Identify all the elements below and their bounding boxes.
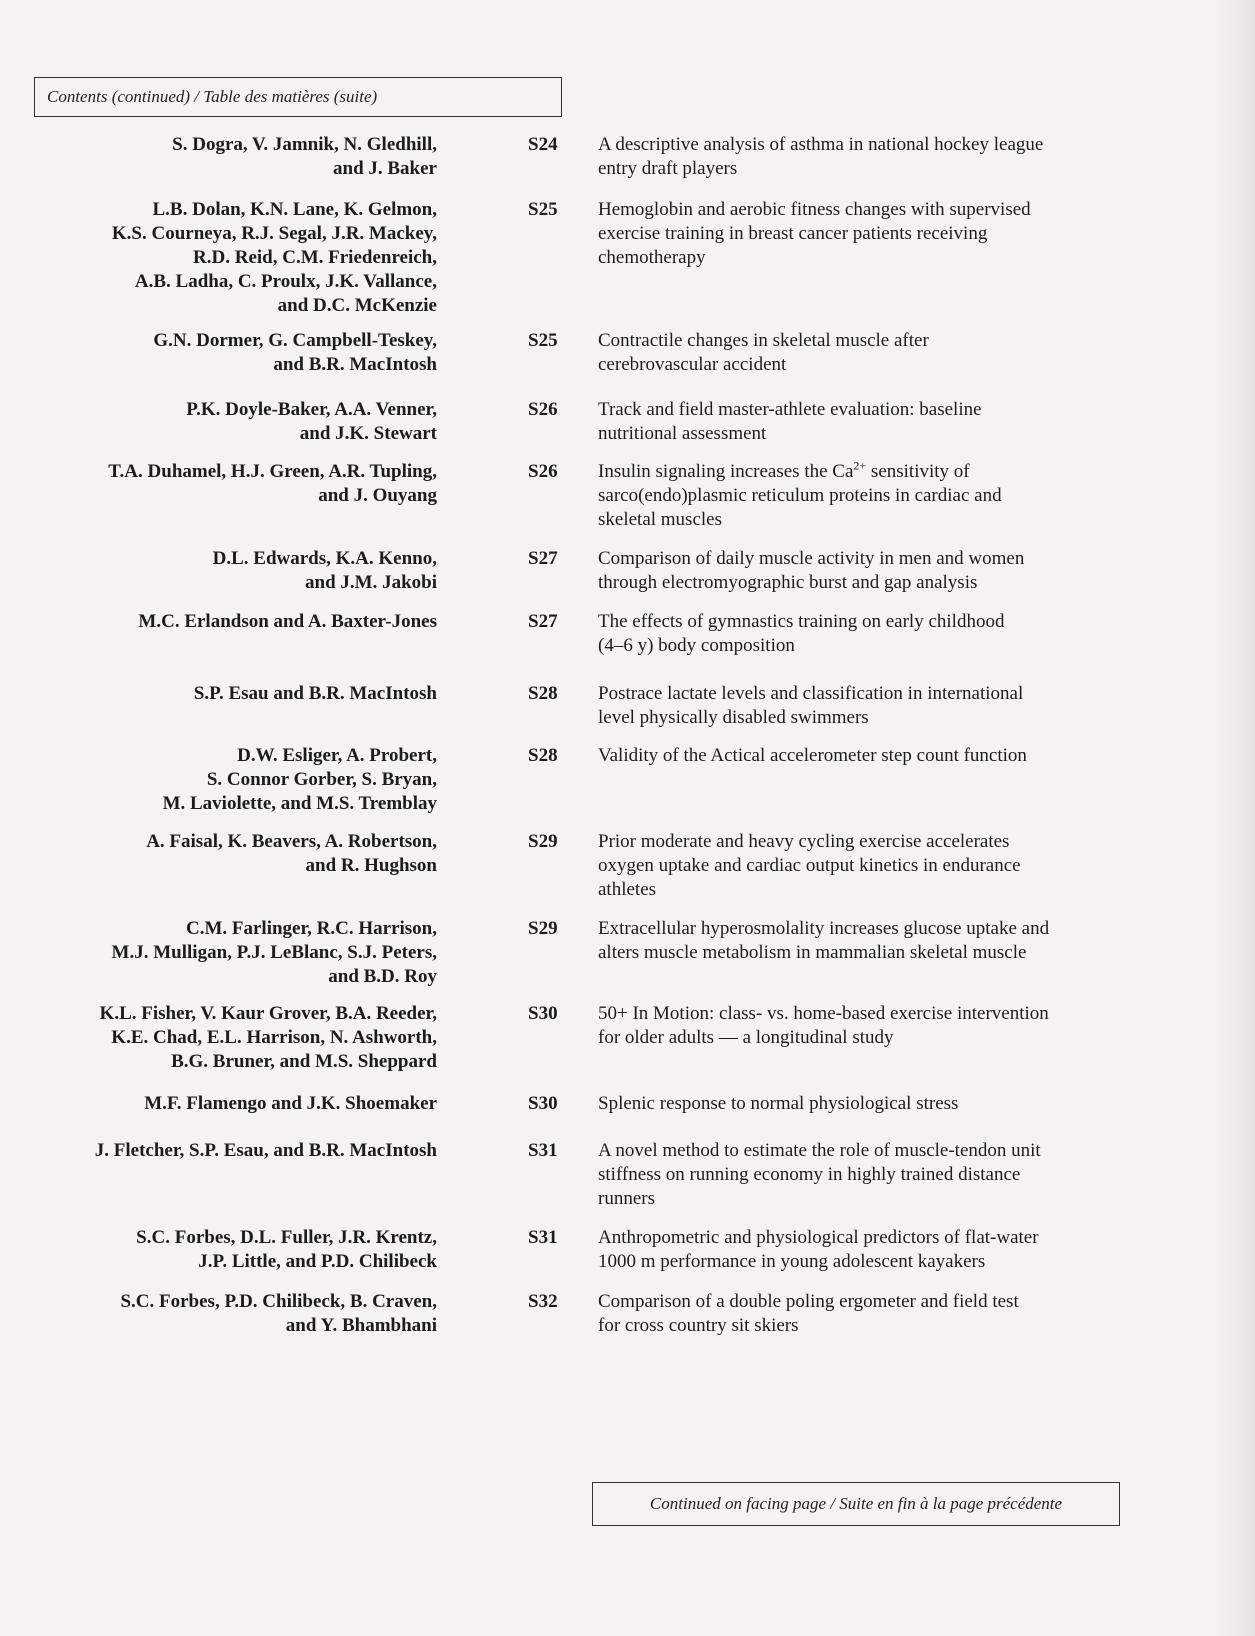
author-line: K.S. Courneya, R.J. Segal, J.R. Mackey, <box>111 223 437 244</box>
author-line: and J. Ouyang <box>318 485 437 506</box>
title-line: Validity of the Actical accelerometer step count function <box>598 745 1027 766</box>
author-line: and B.D. Roy <box>328 966 437 987</box>
entry-authors <box>0 133 437 181</box>
title-line: Postrace lactate levels and classification in international <box>598 683 1024 704</box>
author-line: M. Laviolette, and M.S. Tremblay <box>162 793 437 814</box>
author-line: and Y. Bhambhani <box>285 1315 437 1336</box>
entry-authors <box>0 460 437 508</box>
author-line: M.F. Flamengo and J.K. Shoemaker <box>144 1093 437 1114</box>
author-line: and D.C. McKenzie <box>277 295 437 316</box>
author-line: A. Faisal, K. Beavers, A. Robertson, <box>146 831 437 852</box>
title-line: Contractile changes in skeletal muscle after <box>598 330 929 351</box>
title-line: The effects of gymnastics training on early childhood <box>598 611 1005 632</box>
title-superscript: 2+ <box>853 458 867 473</box>
title-line: Comparison of a double poling ergometer and field test <box>598 1291 1019 1312</box>
author-line: K.E. Chad, E.L. Harrison, N. Ashworth, <box>111 1027 437 1048</box>
contents-header-text: Contents (continued) / Table des matières (suite) <box>47 87 378 106</box>
title-line: Splenic response to normal physiological stress <box>598 1093 959 1114</box>
entry-page-number: S31 <box>528 1227 558 1248</box>
author-line: and R. Hughson <box>305 855 437 876</box>
author-line: C.M. Farlinger, R.C. Harrison, <box>185 918 437 939</box>
title-line: stiffness on running economy in highly trained distance <box>598 1164 1021 1185</box>
title-text: Insulin signaling increases the Ca <box>598 461 854 482</box>
author-line: S.C. Forbes, P.D. Chilibeck, B. Craven, <box>120 1291 437 1312</box>
title-line: through electromyographic burst and gap analysis <box>598 572 978 593</box>
entry-title <box>598 1290 1138 1338</box>
entry-authors <box>0 1139 437 1163</box>
author-line: T.A. Duhamel, H.J. Green, A.R. Tupling, <box>108 461 437 482</box>
title-line: for older adults — a longitudinal study <box>598 1027 894 1048</box>
entry-page-number: S26 <box>528 399 558 420</box>
author-line: and B.R. MacIntosh <box>273 354 437 375</box>
title-line: (4–6 y) body composition <box>598 635 795 656</box>
author-line: B.G. Bruner, and M.S. Sheppard <box>171 1051 437 1072</box>
entry-authors <box>0 1226 437 1274</box>
entry-page-number: S25 <box>528 199 558 220</box>
entry-authors <box>0 1002 437 1074</box>
title-line: exercise training in breast cancer patients receiving <box>598 223 988 244</box>
title-text: sensitivity of <box>866 461 970 482</box>
title-line: Hemoglobin and aerobic fitness changes with supervised <box>598 199 1031 220</box>
entry-page-number: S27 <box>528 611 558 632</box>
title-line: cerebrovascular accident <box>598 354 787 375</box>
author-line: K.L. Fisher, V. Kaur Grover, B.A. Reeder, <box>99 1003 437 1024</box>
entry-authors <box>0 398 437 446</box>
entry-title <box>598 1139 1138 1211</box>
author-line: P.K. Doyle-Baker, A.A. Venner, <box>186 399 437 420</box>
entry-authors <box>0 1092 437 1116</box>
title-line: Track and field master-athlete evaluation: baseline <box>598 399 982 420</box>
entry-title <box>598 398 1138 446</box>
continued-footer-text: Continued on facing page / Suite en fin à la page précédente <box>649 1494 1063 1513</box>
title-line: Prior moderate and heavy cycling exercise accelerates <box>598 831 1010 852</box>
entry-page-number: S30 <box>528 1093 558 1114</box>
title-line: skeletal muscles <box>598 509 722 530</box>
author-line: G.N. Dormer, G. Campbell-Teskey, <box>153 330 437 351</box>
entry-title <box>598 1002 1138 1050</box>
title-line: A novel method to estimate the role of muscle-tendon unit <box>598 1140 1041 1161</box>
entry-title <box>598 610 1138 658</box>
entry-page-number: S31 <box>528 1140 558 1161</box>
contents-header <box>34 77 562 117</box>
entry-page-number: S28 <box>528 745 558 766</box>
entry-authors <box>0 329 437 377</box>
title-line: nutritional assessment <box>598 423 767 444</box>
entry-authors <box>0 198 437 318</box>
entry-title <box>598 133 1138 181</box>
entry-page-number: S26 <box>528 461 558 482</box>
author-line: S.P. Esau and B.R. MacIntosh <box>193 683 437 704</box>
continued-footer <box>592 1482 1120 1526</box>
entry-authors <box>0 547 437 595</box>
entry-authors <box>0 830 437 878</box>
author-line: J.P. Little, and P.D. Chilibeck <box>198 1251 437 1272</box>
title-line: Anthropometric and physiological predictors of flat-water <box>598 1227 1039 1248</box>
entry-page-number: S29 <box>528 831 558 852</box>
title-line: 50+ In Motion: class- vs. home-based exercise intervention <box>598 1003 1049 1024</box>
entry-title <box>598 744 1138 768</box>
title-line: A descriptive analysis of asthma in national hockey league <box>598 134 1044 155</box>
entry-page-number: S30 <box>528 1003 558 1024</box>
entry-authors <box>0 1290 437 1338</box>
author-line: and J.M. Jakobi <box>305 572 437 593</box>
entry-page-number: S25 <box>528 330 558 351</box>
page-edge-shadow <box>1215 0 1255 1636</box>
entry-title <box>598 198 1138 270</box>
title-line: 1000 m performance in young adolescent kayakers <box>598 1251 986 1272</box>
entry-page-number: S24 <box>528 134 558 155</box>
entry-title <box>598 460 1138 532</box>
author-line: L.B. Dolan, K.N. Lane, K. Gelmon, <box>152 199 437 220</box>
author-line: M.J. Mulligan, P.J. LeBlanc, S.J. Peters, <box>111 942 437 963</box>
author-line: D.W. Esliger, A. Probert, <box>237 745 437 766</box>
author-line: J. Fletcher, S.P. Esau, and B.R. MacIntosh <box>94 1140 437 1161</box>
entry-title <box>598 830 1138 902</box>
entry-authors <box>0 682 437 706</box>
entry-page-number: S28 <box>528 683 558 704</box>
entry-title <box>598 547 1138 595</box>
title-line: runners <box>598 1188 655 1209</box>
title-line: sarco(endo)plasmic reticulum proteins in cardiac and <box>598 485 1002 506</box>
title-line <box>598 460 1138 484</box>
title-line: entry draft players <box>598 158 738 179</box>
title-line: oxygen uptake and cardiac output kinetics in endurance <box>598 855 1021 876</box>
author-line: S. Dogra, V. Jamnik, N. Gledhill, <box>172 134 437 155</box>
title-line: level physically disabled swimmers <box>598 707 869 728</box>
author-line: A.B. Ladha, C. Proulx, J.K. Vallance, <box>134 271 437 292</box>
entry-title <box>598 329 1138 377</box>
entry-title <box>598 1092 1138 1116</box>
title-line: athletes <box>598 879 657 900</box>
entry-page-number: S27 <box>528 548 558 569</box>
entry-title <box>598 1226 1138 1274</box>
author-line: and J. Baker <box>333 158 437 179</box>
author-line: and J.K. Stewart <box>299 423 437 444</box>
entry-page-number: S29 <box>528 918 558 939</box>
title-line: Comparison of daily muscle activity in men and women <box>598 548 1025 569</box>
author-line: S.C. Forbes, D.L. Fuller, J.R. Krentz, <box>136 1227 437 1248</box>
author-line: M.C. Erlandson and A. Baxter-Jones <box>138 611 437 632</box>
title-line: Extracellular hyperosmolality increases glucose uptake and <box>598 918 1050 939</box>
title-line: chemotherapy <box>598 247 706 268</box>
author-line: R.D. Reid, C.M. Friedenreich, <box>193 247 437 268</box>
entry-authors <box>0 917 437 989</box>
title-line: alters muscle metabolism in mammalian skeletal muscle <box>598 942 1027 963</box>
entry-page-number: S32 <box>528 1291 558 1312</box>
entry-authors <box>0 610 437 634</box>
entry-authors <box>0 744 437 816</box>
author-line: S. Connor Gorber, S. Bryan, <box>206 769 437 790</box>
entry-title <box>598 917 1138 965</box>
author-line: D.L. Edwards, K.A. Kenno, <box>212 548 437 569</box>
entry-title <box>598 682 1138 730</box>
title-line: for cross country sit skiers <box>598 1315 799 1336</box>
